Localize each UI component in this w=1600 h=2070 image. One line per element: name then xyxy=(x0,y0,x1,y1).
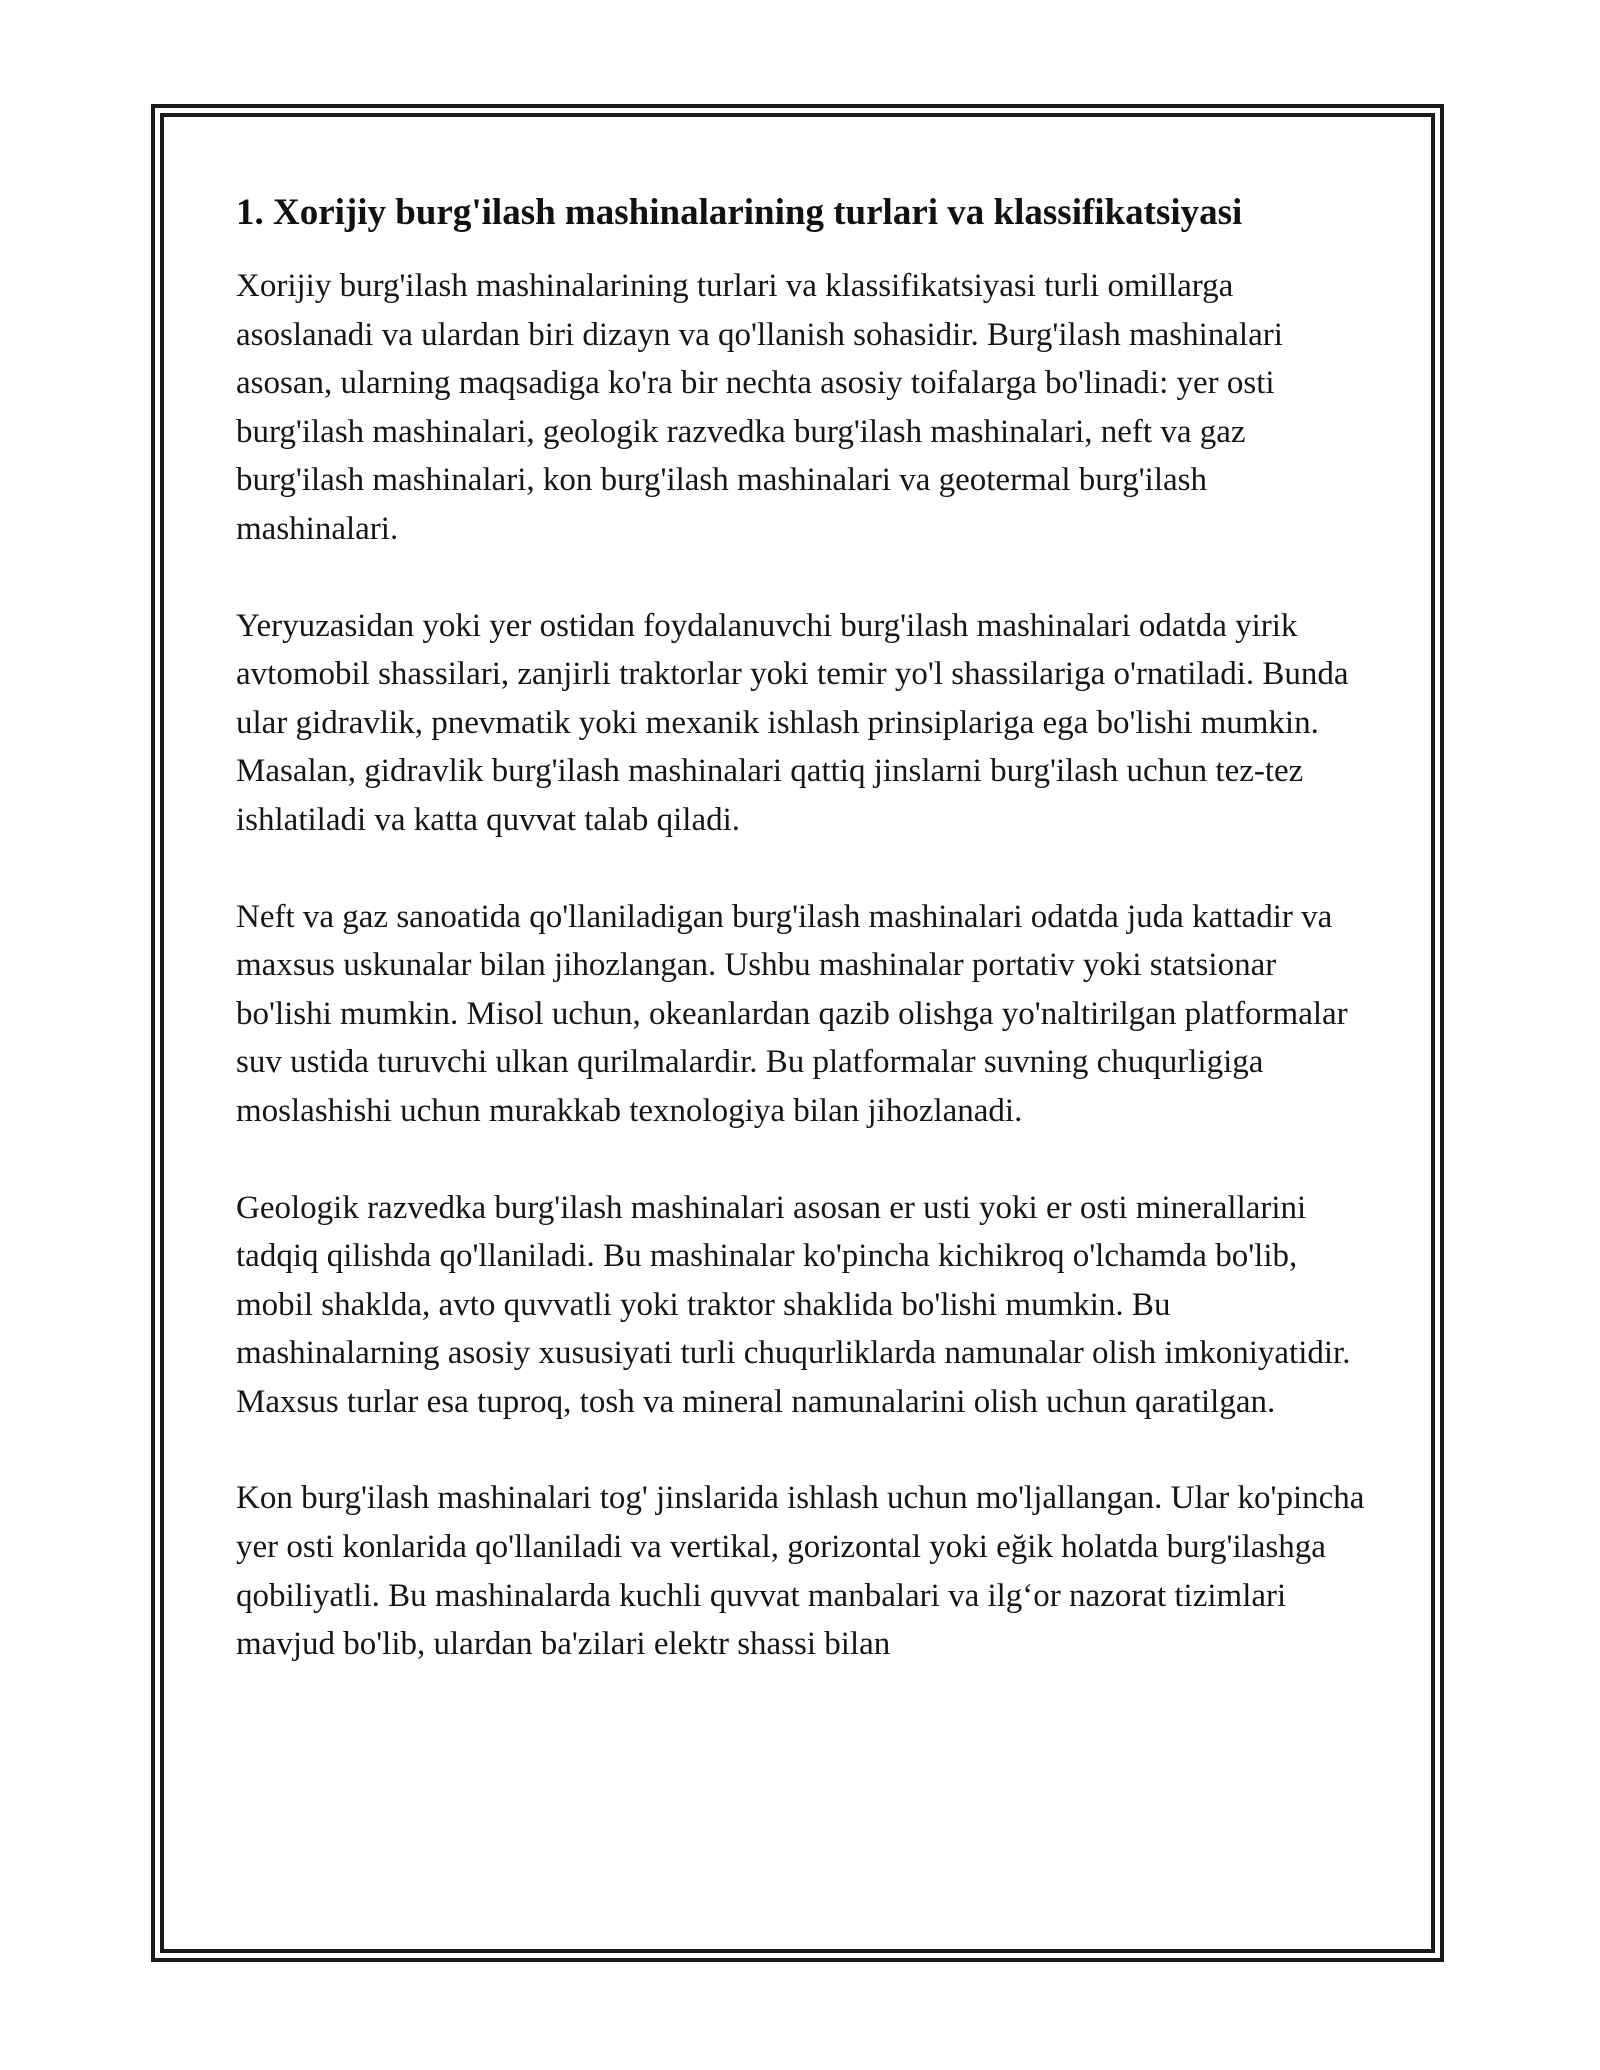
paragraph-4: Geologik razvedka burg'ilash mashinalari asosan er usti yoki er osti minerallarini tadqiq qilishda qo'llaniladi. Bu mashinalar ko'pincha kichikroq o'lchamda bo'lib, mobil shaklda, avto quvvatli yoki traktor shaklida bo'lishi mumkin. Bu mashinalarning asosiy xususiyati turli chuqurliklarda namunalar olish imkoniyatidir. Maxsus turlar esa tuproq, tosh va mineral namunalarini olish uchun qaratilgan. xyxy=(236,1189,1351,1420)
paragraph-3: Neft va gaz sanoatida qo'llaniladigan burg'ilash mashinalari odatda juda kattadir va maxsus uskunalar bilan jihozlangan. Ushbu mashinalar portativ yoki statsionar bo'lishi mumkin. Misol uchun, okeanlardan qazib olishga yo'naltirilgan platformalar suv ustida turuvchi ulkan qurilmalardir. Bu platformalar suvning chuqurligiga moslashishi uchun murakkab texnologiya bilan jihozlanadi. xyxy=(236,898,1348,1129)
paragraph-5: Kon burg'ilash mashinalari tog' jinslarida ishlash uchun mo'ljallangan. Ular ko'pincha yer osti konlarida qo'llaniladi va vertikal, gorizontal yoki eğik holatda burg'ilashga qobiliyatli. Bu mashinalarda kuchli quvvat manbalari va ilg‘or nazorat tizimlari mavjud bo'lib, ulardan ba'zilari elektr shassi bilan xyxy=(236,1480,1365,1663)
document-body xyxy=(236,186,1366,1717)
paragraph-1: Xorijiy burg'ilash mashinalarining turlari va klassifikatsiyasi turli omillarga asoslanadi va ulardan biri dizayn va qo'llanish sohasidir. Burg'ilash mashinalari asosan, ularning maqsadiga ko'ra bir nechta asosiy toifalarga bo'linadi: yer osti burg'ilash mashinalari, geologik razvedka burg'ilash mashinalari, neft va gaz burg'ilash mashinalari, kon burg'ilash mashinalari va geotermal burg'ilash mashinalari. xyxy=(236,268,1283,547)
section-title: 1. Xorijiy burg'ilash mashinalarining turlari va klassifikatsiyasi xyxy=(236,192,1243,233)
paragraph-2: Yeryuzasidan yoki yer ostidan foydalanuvchi burg'ilash mashinalari odatda yirik avtomobil shassilari, zanjirli traktorlar yoki temir yo'l shassilariga o'rnatiladi. Bunda ular gidravlik, pnevmatik yoki mexanik ishlash prinsiplariga ega bo'lishi mumkin. Masalan, gidravlik burg'ilash mashinalari qattiq jinslarni burg'ilash uchun tez-tez ishlatiladi va katta quvvat talab qiladi. xyxy=(236,607,1349,838)
